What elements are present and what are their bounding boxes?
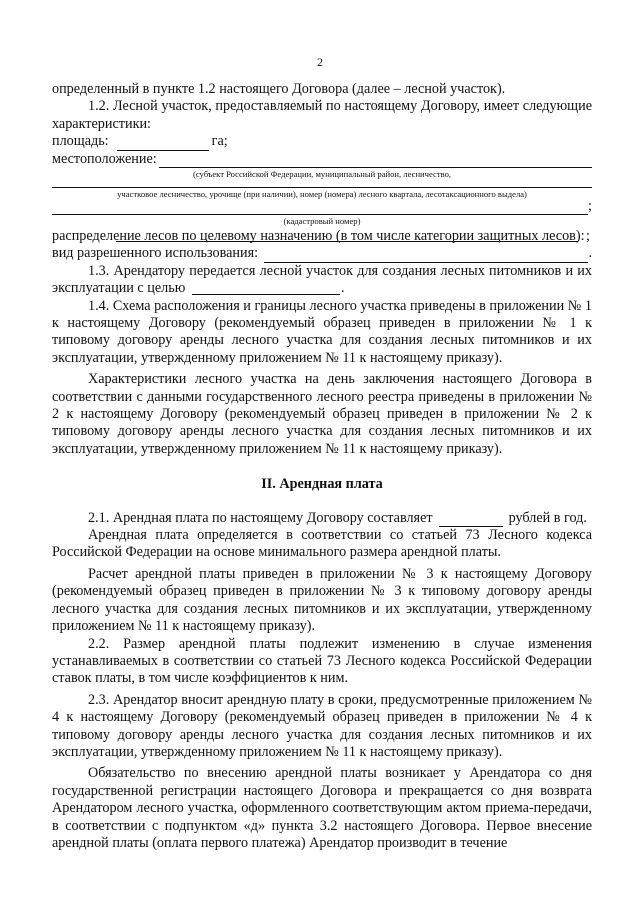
paragraph-1-4: 1.4. Схема расположения и границы лесного участка приведены в приложении № 1 к настоящему Договору (рекомендуемый образец приведен в приложении № 1 к типовому договору аренды лесного участка для создания лесных питомников и их эксплуатации, утвержденному приложением № 11 к настоящему приказу). xyxy=(52,297,592,366)
paragraph-2-2: 2.2. Размер арендной платы подлежит изменению в случае изменения устанавливаемых в соответствии со статьей 73 Лесного кодекса Российской Федерации ставок платы, в том числе коэффициентов к ним. xyxy=(52,635,592,687)
area-unit: га; xyxy=(211,133,228,150)
paragraph-characteristics: Характеристики лесного участка на день заключения настоящего Договора в соответствии с данными государственного лесного реестра приведены в приложении № 2 к настоящему Договору (рекомендуемый образец приведен в приложении № 2 к типовому договору аренды лесного участка для создания лесных питомников и их эксплуатации, утвержденному приложением № 11 к настоящему приказу). xyxy=(52,371,592,457)
forest-distribution-text: распределение лесов по целевому назначению (в том числе категории защитных лесов): xyxy=(52,228,585,244)
paragraph-2-1-unit: рублей в год. xyxy=(508,509,587,526)
permitted-use-blank-field xyxy=(264,249,588,263)
cadastral-semicolon: ; xyxy=(588,197,592,214)
paragraph-rent-determined: Арендная плата определяется в соответствии со статьей 73 Лесного кодекса Российской Федерации на основе минимального размера арендной платы. xyxy=(52,527,592,561)
area-row xyxy=(52,133,592,150)
location-row xyxy=(52,151,592,168)
paragraph-2-1-text: 2.1. Арендная плата по настоящему Договору составляет xyxy=(88,509,433,526)
rent-amount-blank-field xyxy=(439,513,503,527)
paragraph-rent-calculation: Расчет арендной платы приведен в приложении № 3 к настоящему Договору (рекомендуемый образец приведен в приложении № 3 к типовому договору аренды лесного участка для создания лесных питомников и их эксплуатации, утвержденному приложением № 11 к настоящему приказу). xyxy=(52,565,592,635)
location-blank-field xyxy=(159,154,592,168)
paragraph-1-2: 1.2. Лесной участок, предоставляемый по настоящему Договору, имеет следующие характеристики: xyxy=(52,98,592,132)
cadastral-row xyxy=(52,197,592,215)
permitted-use-label: вид разрешенного использования: xyxy=(52,245,259,262)
permitted-use-row xyxy=(52,245,592,262)
permitted-use-period: . xyxy=(588,245,592,262)
page-number: 2 xyxy=(317,55,323,69)
paragraph-2-1-row xyxy=(52,510,592,527)
forest-distribution-semicolon: ; xyxy=(586,228,590,244)
cadastral-blank-field xyxy=(52,201,588,215)
area-blank-field xyxy=(117,137,209,151)
location-label: местоположение: xyxy=(52,150,157,167)
location-caption-1: (субъект Российской Федерации, муниципальный район, лесничество, xyxy=(192,169,452,179)
section-heading: II. Арендная плата xyxy=(261,476,383,493)
area-label: площадь: xyxy=(52,133,109,150)
forest-distribution-blank-field xyxy=(116,228,578,242)
paragraph-continuation: определенный в пункте 1.2 настоящего Договора (далее – лесной участок). xyxy=(52,81,506,97)
purpose-blank-field xyxy=(192,281,340,295)
paragraph-obligation: Обязательство по внесению арендной платы возникает у Арендатора со дня государственной регистрации настоящего Договора и прекращается со дня возврата Арендатором лесного участка, оформленного соответствующим актом приема-передачи, в соответствии с подпунктом «д» пункта 3.2 настоящего Договора. Первое внесение арендной платы (оплата первого платежа) Арендатор производит в течение xyxy=(52,765,592,851)
location-caption-2: участковое лесничество, урочище (при наличии), номер (номера) лесного квартала, лесотаксационного выдела) xyxy=(117,189,527,199)
purpose-period: . xyxy=(341,280,345,297)
paragraph-1-3: 1.3. Арендатору передается лесной участок для создания лесных питомников и их эксплуатации с целью xyxy=(52,262,592,297)
cadastral-caption: (кадастровый номер) xyxy=(283,216,361,226)
forest-distribution-block xyxy=(52,228,592,245)
paragraph-2-3: 2.3. Арендатор вносит арендную плату в сроки, предусмотренные приложением № 4 к настоящему Договору (рекомендуемый образец приведен в приложении № 4 к типовому договору аренды лесного участка для создания лесных питомников и их эксплуатации, утвержденному приложением № 11 к настоящему приказу). xyxy=(52,691,592,760)
paragraph-1-3-block xyxy=(52,263,592,298)
location-blank-line-2 xyxy=(52,181,592,188)
document-body xyxy=(52,81,592,852)
